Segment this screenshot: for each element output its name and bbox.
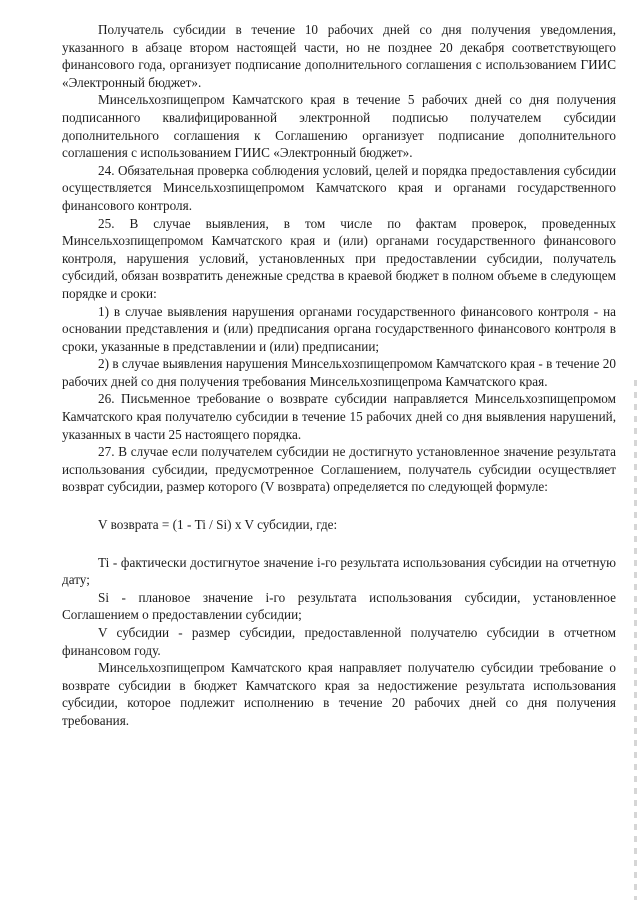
paragraph-25-item-1: 1) в случае выявления нарушения органами государственного финансового контроля - на основании представления и (или) предписания органа государственного финансового контроля в сроки, указанные в представлении и (или) предписании; [62,303,616,354]
scan-edge-mark [634,380,637,900]
paragraph-27-return: 27. В случае если получателем субсидии не достигнуто установленное значение результата использования субсидии, предусмотренное Соглашением, получатель субсидии осуществляет возврат субсидии, размер которого (V возврата) определяется по следующей формуле: [62,444,616,495]
paragraph-25-violations: 25. В случае выявления, в том числе по фактам проверок, проведенных Минсельхозпищепромом Камчатского края и (или) органами государственного финансового контроля, нарушения условий, установленных при предоставлении субсидии, получатель субсидий, обязан возвратить денежные средства в краевой бюджет в полном объеме в следующем порядке и сроки: [62,215,616,301]
paragraph-ministry-signing: Минсельхозпищепром Камчатского края в течение 5 рабочих дней со дня получения подписанного квалифицированной электронной подписью получателем субсидии дополнительного соглашения к Соглашению организует подписание дополнительного соглашения с использованием ГИИС «Электронный бюджет». [62,92,616,161]
paragraph-24-inspection: 24. Обязательная проверка соблюдения условий, целей и порядка предоставления субсидии осуществляется Минсельхозпищепромом Камчатского края и органами государственного финансового контроля. [62,162,616,213]
paragraph-recipient-agreement: Получатель субсидии в течение 10 рабочих дней со дня получения уведомления, указанного в абзаце втором настоящей части, но не позднее 20 декабря соответствующего финансового года, организует подписание дополнительного соглашения с использованием ГИИС «Электронный бюджет». [62,22,616,90]
return-formula: V возврата = (1 - Ti / Si) x V субсидии, где: [98,517,338,533]
paragraph-return-demand: Минсельхозпищепром Камчатского края направляет получателю субсидии требование о возврате субсидии в бюджет Камчатского края за недостижение результата использования субсидии, которое подлежит исполнению в течение 20 рабочих дней со дня получения требования. [62,660,616,728]
definition-ti: Ti - фактически достигнутое значение i-го результата использования субсидии на отчетную дату; [62,554,616,588]
definition-si: Si - плановое значение i-го результата использования субсидии, установленное Соглашением о предоставлении субсидии; [62,589,616,623]
paragraph-26-demand: 26. Письменное требование о возврате субсидии направляется Минсельхозпищепромом Камчатского края получателю субсидии в течение 15 рабочих дней со дня выявления нарушений, указанных в части 25 настоящего порядка. [62,391,616,442]
paragraph-25-item-2: 2) в случае выявления нарушения Минсельхозпищепромом Камчатского края - в течение 20 рабочих дней со дня получения требования Минсельхозпищепрома Камчатского края. [62,356,616,389]
document-body [62,21,616,730]
definition-v-subsidy: V субсидии - размер субсидии, предоставленной получателю субсидии в отчетном финансовом году. [62,625,616,658]
